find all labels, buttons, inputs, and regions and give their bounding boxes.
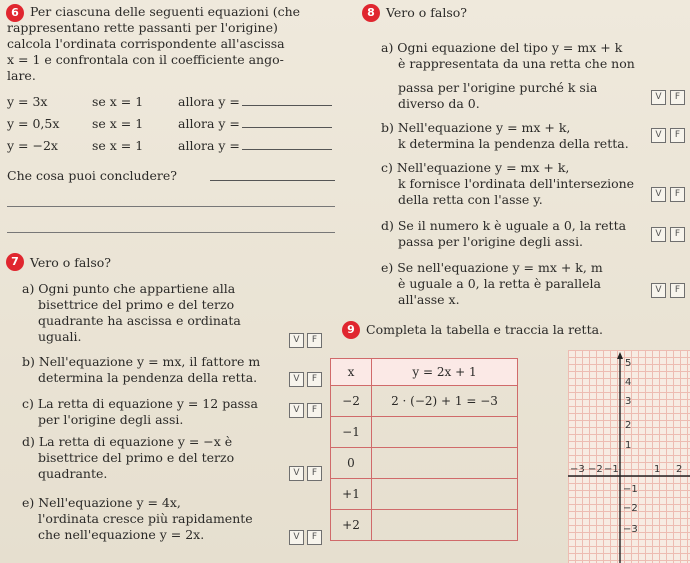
y-tick-label: 4 [625, 377, 632, 388]
x-tick-label: −3 [570, 464, 585, 475]
x-tick-label: 1 [654, 464, 661, 475]
ex7-a-line-3: quadrante ha ascissa e ordinata [38, 313, 241, 328]
ex6-row-3-equation: y = −2x [7, 138, 58, 153]
ex8-b-line-2: k determina la pendenza della retta. [398, 136, 629, 151]
ex6-conclusion-blank-2[interactable] [7, 206, 335, 207]
ex8-b-true-box[interactable]: V [651, 128, 666, 143]
ex8-b-false-box[interactable]: F [670, 128, 685, 143]
table-header-row [331, 359, 518, 386]
table-row [331, 386, 518, 417]
table-cell-y[interactable] [372, 510, 518, 541]
ex8-d-true-box[interactable]: V [651, 227, 666, 242]
ex7-a-true-box[interactable]: V [289, 333, 304, 348]
ex8-d-line-1: d) Se il numero k è uguale a 0, la retta [381, 218, 627, 233]
ex6-row-3-condition: se x = 1 [92, 138, 144, 153]
y-tick-label: 2 [625, 420, 632, 431]
ex7-a-false-box[interactable]: F [307, 333, 322, 348]
ex7-c-line-2: per l'origine degli assi. [38, 412, 184, 427]
ex8-c-line-3: della retta con l'asse y. [398, 192, 543, 207]
y-tick-label: −2 [623, 503, 638, 514]
y-tick-label: −3 [623, 524, 638, 535]
ex6-row-2-answer-blank[interactable] [242, 127, 332, 128]
y-tick-label: 1 [625, 440, 632, 451]
ex7-d-line-3: quadrante. [38, 466, 108, 481]
ex6-intro-line-2: rappresentano rette passanti per l'origine) [7, 20, 278, 35]
ex6-row-2-equation: y = 0,5x [7, 116, 60, 131]
ex6-question: Che cosa puoi concludere? [7, 168, 178, 183]
table-row [331, 479, 518, 510]
ex8-c-true-box[interactable]: V [651, 187, 666, 202]
ex9-title: Completa la tabella e traccia la retta. [366, 322, 604, 337]
ex7-e-line-3: che nell'equazione y = 2x. [38, 527, 205, 542]
ex7-c-true-box[interactable]: V [289, 403, 304, 418]
ex8-a-line-3: passa per l'origine purché k sia [398, 80, 598, 95]
ex7-d-line-1: d) La retta di equazione y = −x è [22, 434, 233, 449]
ex6-row-1-answer-blank[interactable] [242, 105, 332, 106]
ex6-intro-line-3: calcola l'ordinata corrispondente all'ascissa [7, 36, 285, 51]
ex7-d-false-box[interactable]: F [307, 466, 322, 481]
ex6-intro-line-4: x = 1 e confrontala con il coefficiente ango- [7, 52, 284, 67]
table-row [331, 510, 518, 541]
ex7-title: Vero o falso? [30, 255, 111, 270]
x-tick-label: −2 [588, 464, 603, 475]
ex6-row-3-result-label: allora y = [178, 138, 240, 153]
ex7-b-false-box[interactable]: F [307, 372, 322, 387]
ex8-a-false-box[interactable]: F [670, 90, 685, 105]
table-cell-y: 2 · (−2) + 1 = −3 [372, 386, 518, 417]
ex7-e-line-1: e) Nell'equazione y = 4x, [22, 495, 181, 510]
ex8-b-line-1: b) Nell'equazione y = mx + k, [381, 120, 571, 135]
table-header-x: x [331, 359, 372, 386]
ex6-row-1-condition: se x = 1 [92, 94, 144, 109]
ex8-title: Vero o falso? [386, 5, 467, 20]
ex7-a-line-1: a) Ogni punto che appartiene alla [22, 281, 236, 296]
ex7-e-true-box[interactable]: V [289, 530, 304, 545]
ex8-c-line-1: c) Nell'equazione y = mx + k, [381, 160, 570, 175]
y-axis-arrow-icon [617, 352, 623, 359]
ex7-d-true-box[interactable]: V [289, 466, 304, 481]
value-table [330, 358, 518, 541]
ex6-row-1-equation: y = 3x [7, 94, 48, 109]
ex6-conclusion-blank-3[interactable] [7, 232, 335, 233]
table-cell-x: −1 [331, 417, 372, 448]
ex8-a-line-2: è rappresentata da una retta che non [398, 56, 635, 71]
ex6-row-2-condition: se x = 1 [92, 116, 144, 131]
cartesian-grid[interactable] [568, 350, 690, 563]
table-cell-x: 0 [331, 448, 372, 479]
y-tick-label: −1 [623, 484, 638, 495]
exercise-9-number: 9 [342, 321, 360, 339]
ex6-row-1-result-label: allora y = [178, 94, 240, 109]
ex7-d-line-2: bisettrice del primo e del terzo [38, 450, 235, 465]
exercise-6-number: 6 [6, 4, 24, 22]
ex7-b-line-2: determina la pendenza della retta. [38, 370, 258, 385]
table-row [331, 448, 518, 479]
ex8-a-line-4: diverso da 0. [398, 96, 480, 111]
table-row [331, 417, 518, 448]
table-cell-x: −2 [331, 386, 372, 417]
ex6-intro-line-5: lare. [7, 68, 36, 83]
ex8-d-false-box[interactable]: F [670, 227, 685, 242]
ex8-d-line-2: passa per l'origine degli assi. [398, 234, 584, 249]
ex8-c-line-2: k fornisce l'ordinata dell'intersezione [398, 176, 635, 191]
ex7-a-line-4: uguali. [38, 329, 82, 344]
ex6-intro-line-1: Per ciascuna delle seguenti equazioni (che [30, 4, 301, 19]
ex8-e-line-1: e) Se nell'equazione y = mx + k, m [381, 260, 603, 275]
ex7-e-line-2: l'ordinata cresce più rapidamente [38, 511, 253, 526]
ex7-c-false-box[interactable]: F [307, 403, 322, 418]
ex7-e-false-box[interactable]: F [307, 530, 322, 545]
table-cell-y[interactable] [372, 417, 518, 448]
x-tick-label: −1 [604, 464, 619, 475]
ex6-row-2-result-label: allora y = [178, 116, 240, 131]
ex8-e-line-3: all'asse x. [398, 292, 460, 307]
ex8-a-true-box[interactable]: V [651, 90, 666, 105]
table-cell-y[interactable] [372, 479, 518, 510]
table-cell-y[interactable] [372, 448, 518, 479]
ex8-e-line-2: è uguale a 0, la retta è parallela [398, 276, 601, 291]
table-cell-x: +1 [331, 479, 372, 510]
ex8-a-line-1: a) Ogni equazione del tipo y = mx + k [381, 40, 623, 55]
exercise-7-number: 7 [6, 253, 24, 271]
table-cell-x: +2 [331, 510, 372, 541]
x-tick-label: 2 [676, 464, 683, 475]
ex8-e-true-box[interactable]: V [651, 283, 666, 298]
ex6-row-3-answer-blank[interactable] [242, 149, 332, 150]
y-tick-label: 5 [625, 358, 632, 369]
ex7-c-line-1: c) La retta di equazione y = 12 passa [22, 396, 258, 411]
y-tick-label: 3 [625, 396, 632, 407]
ex8-e-false-box[interactable]: F [670, 283, 685, 298]
ex6-conclusion-blank-1[interactable] [210, 180, 335, 181]
ex7-b-true-box[interactable]: V [289, 372, 304, 387]
ex7-b-line-1: b) Nell'equazione y = mx, il fattore m [22, 354, 261, 369]
table-header-y: y = 2x + 1 [372, 359, 518, 386]
exercise-8-number: 8 [362, 4, 380, 22]
ex8-c-false-box[interactable]: F [670, 187, 685, 202]
ex7-a-line-2: bisettrice del primo e del terzo [38, 297, 235, 312]
